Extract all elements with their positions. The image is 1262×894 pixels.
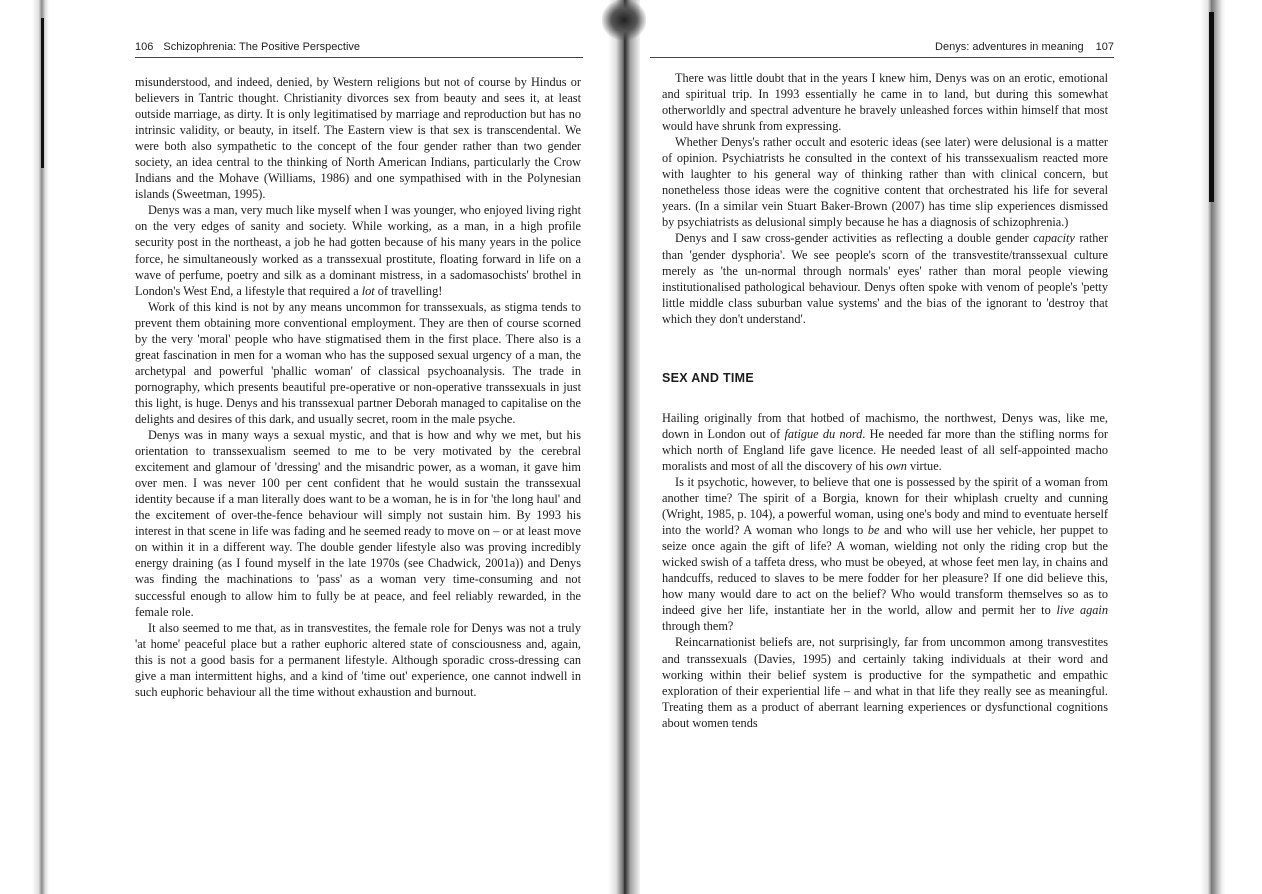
paragraph [662,634,1108,730]
paragraph [662,70,1108,134]
text-run: Reincarnationist beliefs are, not surprisingly, far from uncommon among transvestites and transsexuals (Davies, 1995) and certainly taking individuals at their word and working within their belief system is productive for the sympathetic and empathic exploration of their experiential life – and what in that life they really see as meaningful. Treating them as a product of aberrant learning experiences or dysfunctional cognitions about women tends [662,635,1108,730]
text-run: Whether Denys's rather occult and esoteric ideas (see later) were delusional is a matter of opinion. Psychiatrists he consulted in the context of his transsexualism reacted more with laughter to his general way of thinking rather than with clinical concern, but nonetheless those ideas were the cognitive content that orchestrated his life for several years. (In a similar vein Stuart Baker-Brown (2007) has time slip experiences dismissed by psychiatrists as delusional simply because he has a diagnosis of schizophrenia.) [662,135,1108,230]
scan-edge-left-mark [41,18,44,168]
text-run: Denys was a man, very much like myself when I was younger, who enjoyed living right on the very edges of sanity and society. While working, as a man, in a high profile security post in the northeast, a job he had gotten because of his many years in the police force, he simultaneously worked as a transsexual prostitute, floating forward in life on a wave of perfume, poetry and silk as a dominant mistress, in a sadomasochists' brothel in London's West End, a lifestyle that required a [135,203,581,298]
paragraph [662,474,1108,634]
italic-text-run: lot [361,283,375,298]
left-page-body [135,74,581,700]
text-run: It also seemed to me that, as in transvestites, the female role for Denys was not a truly 'at home' peaceful place but a rather euphoric altered state of consciousness and, again, this is not a good basis for a permanent lifestyle. Although sporadic cross-dressing can give a man intermittent highs, and a kind of 'time out' experience, one cannot indwell in such euphoric behaviour all the time without exhaustion and burnout. [135,620,581,699]
text-run: There was little doubt that in the years I knew him, Denys was on an erotic, emotional and spiritual trip. In 1993 essentially he came in to land, but during this somewhat otherworldly and spectral adventure he bravely unleashed forces within himself that most would have shrunk from expressing. [662,71,1108,134]
text-run: Hailing originally from that hotbed of machismo, the northwest, Denys was, like me, down in London out of [662,410,1108,441]
right-page-body [662,70,1108,731]
text-run: through them? [662,619,734,634]
left-running-head [135,41,583,58]
text-run: virtue. [906,458,942,473]
text-run: Denys was in many ways a sexual mystic, and that is how and why we met, but his orientation to transsexualism seemed to me to be very motivated by the cerebral excitement and glamour of 'dressing' and the misandric power, as a woman, it gave him over men. I was never 100 per cent confident that he would sustain the transsexual identity because if a man literally does want to be a woman, he is in for 'the long haul' and the excitement of over-the-fence behaviour will simply not sustain him. By 1993 his interest in that scene in life was fading and he seemed ready to move on – or at least move on within it in a different way. The double gender lifestyle also was proving incredibly energy draining (as I found myself in the late 1970s (see Chadwick, 2001a)) and Denys was finding the machinations to 'pass' as a woman very time-consuming and not successful enough to allow him to fully be at peace, and feel reliably rewarded, in the female role. [135,428,581,619]
italic-text-run: capacity [1033,231,1075,246]
left-page-number: 106 [135,41,154,53]
text-run: of travelling! [374,283,443,298]
paragraph [662,134,1108,230]
right-page-number: 107 [1095,41,1114,53]
text-run: misunderstood, and indeed, denied, by Western religions but not of course by Hindus or believers in Tantric thought. Christianity divorces sex from beauty and sees it, at least outside marriage, as dirty. It is only legitimatised by marriage and reproduction but has no intrinsic validity, or beauty, in itself. The Eastern view is that sex is transcendental. We were both also sympathetic to the concept of the four gender rather than two gender society, an idea central to the thinking of North American Indians, particularly the Crow Indians and the Mohave (Williams, 1986) and one sympathised with in the Polynesian islands (Sweetman, 1995). [135,75,581,202]
paragraph [135,74,581,202]
paragraph [135,202,581,298]
text-run: rather than 'gender dysphoria'. We see people's scorn of the transvestite/transsexual culture merely as 'the un-normal through normals' eyes' rather than moral people viewing institutionalised pathological behaviour. Denys often spoke with venom of people's 'petty little middle class suburban value systems' and the bias of the ignorant to 'destroy that which they don't understand'. [662,231,1108,326]
text-run: Denys and I saw cross-gender activities as reflecting a double gender [675,231,1034,246]
paragraph [662,410,1108,474]
text-run: . He needed far more than the stifling norms for which north of England life gave licence. He needed least of all self-appointed macho moralists and most of all the discovery of his [662,426,1108,473]
text-run: Is it psychotic, however, to believe that one is possessed by the spirit of a woman from another time? The spirit of a Borgia, known for their whiplash cruelty and cunning (Wright, 1985, p. 104), a powerful woman, using one's body and mind to eventuate herself into the world? A woman who longs to [662,474,1108,538]
paragraph [135,299,581,427]
scan-edge-right-mark [1209,12,1214,202]
right-page-body-after [662,410,1108,731]
paragraph [135,427,581,620]
italic-text-run: own [886,458,907,473]
paragraph [662,230,1108,326]
text-run: Work of this kind is not by any means uncommon for transsexuals, as stigma tends to prevent them obtaining more conventional employment. They are then of course scorned by the very 'moral' people who have stigmatised them in the first place. There also is a great fascination in men for a woman who has the supposed sexual urgency of a man, the archetypal and powerful 'phallic woman' of classical psychoanalysis. The trade in pornography, which presents beautiful pre-operative or non-operative transsexuals in just this light, is huge. Denys and his transsexual partner Deborah managed to capitalise on the delights and desires of this dark, and usually secret, room in the male psyche. [135,299,581,426]
text-run: and who will use her vehicle, her puppet to seize once again the gift of life? A woman, wielding not only the riding crop but the wicked swish of a taffeta dress, who must be obeyed, at whose feet men lay, in chains and handcuffs, reduced to slaves to be mere fodder for her pleasure? If one did believe this, how many would dare to act on the belief? Who would transform themselves so as to indeed give her life, instantiate her in the world, allow and permit her to [662,523,1108,618]
book-spine-gutter [608,0,640,894]
right-running-head-title: Denys: adventures in meaning [935,41,1084,53]
book-spine-shadow [602,0,646,40]
left-running-head-title: Schizophrenia: The Positive Perspective [163,41,361,53]
right-running-head [650,41,1114,58]
right-page-body-before [662,70,1108,327]
italic-text-run: fatigue du nord [784,426,863,441]
italic-text-run: be [867,523,880,538]
paragraph [135,620,581,700]
italic-text-run: live again [1056,603,1108,618]
section-heading: SEX AND TIME [662,370,755,385]
